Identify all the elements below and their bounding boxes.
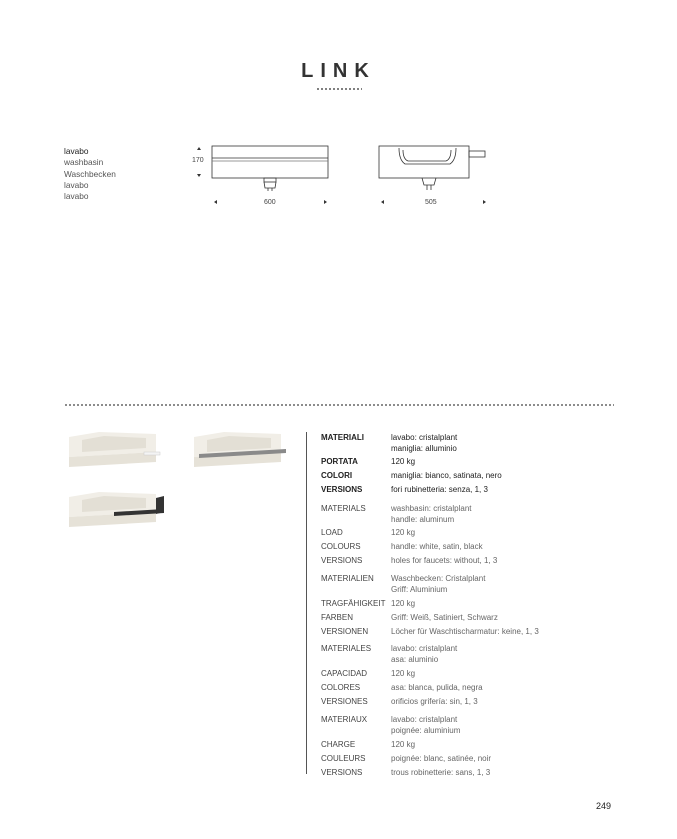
spec-label: MATERIALS [321,504,366,513]
spec-value: Griff: Aluminium [391,585,448,594]
spec-value: 120 kg [391,669,416,678]
spec-value: lavabo: cristalplant [391,715,458,724]
spec-value: maniglia: alluminio [391,444,457,453]
spec-label: COLOURS [321,542,361,551]
spec-value: maniglia: bianco, satinata, nero [391,471,502,480]
spec-value: lavabo: cristalplant [391,433,458,442]
spec-label: CAPACIDAD [321,669,368,678]
spec-label: COULEURS [321,754,366,763]
spec-value: Waschbecken: Cristalplant [391,574,486,583]
spec-label: CHARGE [321,740,356,749]
spec-label: MATERIALES [321,644,372,653]
page-title: LINK [301,60,376,82]
spec-label: FARBEN [321,613,354,622]
product-image-satin-handle [189,430,289,470]
spec-value: handle: aluminum [391,515,455,524]
spec-label: COLORI [321,471,353,480]
width-side-label: 505 [425,199,437,206]
spec-value: Löcher für Waschtischarmatur: keine, 1, 3 [391,627,539,636]
product-names [64,146,116,202]
spec-value: 120 kg [391,599,416,608]
spec-value: asa: blanca, pulida, negra [391,683,483,692]
spec-value: fori rubinetteria: senza, 1, 3 [391,485,488,494]
spec-label: PORTATA [321,457,358,466]
side-view-drawing [379,146,485,190]
spec-value: 120 kg [391,457,416,466]
spec-value: lavabo: cristalplant [391,644,458,653]
spec-label: COLORES [321,683,361,692]
product-name-en: washbasin [64,157,104,168]
spec-value: Griff: Weiß, Satiniert, Schwarz [391,613,498,622]
spec-value: 120 kg [391,740,416,749]
spec-label: MATERIALI [321,433,364,442]
front-view-drawing [212,146,328,191]
spec-label: VERSIONES [321,697,368,706]
spec-label: MATERIAUX [321,715,368,724]
spec-value: handle: white, satin, black [391,542,483,551]
product-image-black-handle [64,490,169,530]
product-name-fr: lavabo [64,191,89,202]
title-dots-divider [316,88,362,90]
spec-label: VERSIONS [321,485,363,494]
section-divider [64,404,614,406]
product-name-de: Waschbecken [64,168,116,179]
spec-value: holes for faucets: without, 1, 3 [391,556,498,565]
product-name-es: lavabo [64,179,89,190]
vertical-divider [306,432,307,774]
spec-label: LOAD [321,528,343,537]
spec-label: VERSIONS [321,768,363,777]
height-label: 170 [192,157,204,164]
spec-label: MATERIALIEN [321,574,374,583]
spec-value: orificios grifería: sin, 1, 3 [391,697,478,706]
spec-label: VERSIONEN [321,627,369,636]
spec-value: 120 kg [391,528,416,537]
technical-drawing [190,140,500,215]
page-number: 249 [596,801,612,811]
spec-value: washbasin: cristalplant [391,504,472,513]
width-front-label: 600 [264,199,276,206]
spec-label: VERSIONS [321,556,363,565]
spec-value: trous robinetterie: sans, 1, 3 [391,768,491,777]
spec-value: poignée: aluminium [391,726,461,735]
product-name-it: lavabo [64,146,89,156]
spec-value: poignée: blanc, satinée, noir [391,754,492,763]
spec-label: TRAGFÄHIGKEIT [321,599,386,608]
spec-value: asa: aluminio [391,655,439,664]
product-image-white-handle [64,430,164,470]
